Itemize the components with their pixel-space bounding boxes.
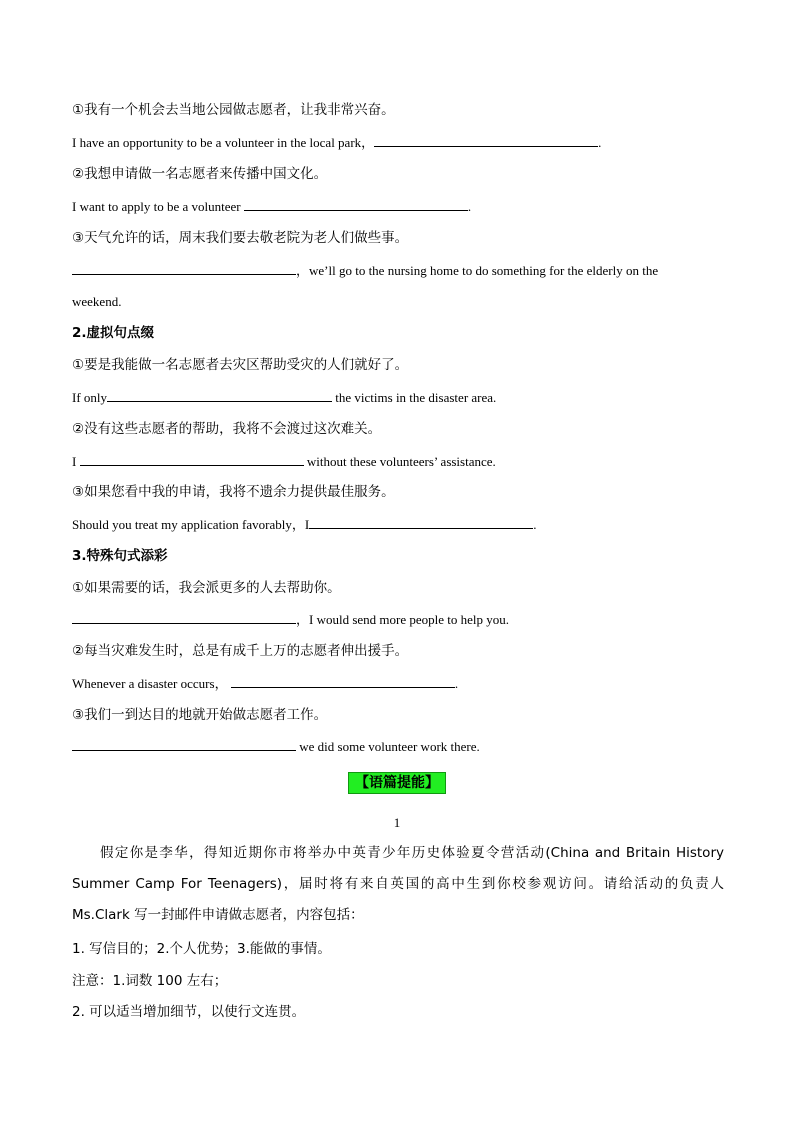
s3-q2-chinese: ②每当灾难发生时，总是有成千上万的志愿者伸出援手。 [72,643,409,659]
s3-q3-english [72,738,732,756]
s2-q1-english [72,389,732,407]
s2-q2-chinese: ②没有这些志愿者的帮助，我将不会渡过这次难关。 [72,421,382,437]
section-3-heading: 3.特殊句式添彩 [72,548,168,564]
s1-q3-english [72,262,732,280]
s1-q1-suffix: . [598,135,602,150]
s3-q2-english [72,675,732,693]
s1-q3-suffix: ，we’ll go to the nursing home to do something for the elderly on the [296,263,659,278]
s2-q1-chinese: ①要是我能做一名志愿者去灾区帮助受灾的人们就好了。 [72,357,409,373]
answer-blank[interactable] [244,198,468,211]
task-note-2: 2. 可以适当增加细节，以使行文连贯。 [72,1004,306,1020]
answer-blank[interactable] [80,453,304,466]
s1-q2-prefix: I want to apply to be a volunteer [72,199,241,214]
s2-q3-english [72,516,732,534]
answer-blank[interactable] [72,611,296,624]
answer-blank[interactable] [231,675,455,688]
answer-blank[interactable] [72,262,296,275]
s3-q2-suffix: . [454,676,459,691]
s2-q3-prefix: Should you treat my application favorably，I [72,517,310,532]
s3-q1-chinese: ①如果需要的话，我会派更多的人去帮助你。 [72,580,341,596]
s2-q2-prefix: I [72,454,77,469]
s1-q3-continuation: weekend. [72,294,122,309]
s2-q2-suffix: without these volunteers’ assistance. [306,454,496,469]
s2-q3-suffix: . [533,517,537,532]
section-banner: 【语篇提能】 [348,772,446,794]
s1-q3-chinese: ③天气允许的话，周末我们要去敬老院为老人们做些事。 [72,230,409,246]
task-points: 1. 写信目的；2.个人优势；3.能做的事情。 [72,941,331,957]
s3-q3-suffix: we did some volunteer work there. [299,739,480,754]
s1-q2-suffix: . [467,199,472,214]
s1-q1-prefix: I have an opportunity to be a volunteer in the local park， [72,135,375,150]
s2-q1-prefix: If only [72,390,108,405]
answer-blank[interactable] [309,516,533,529]
s3-q2-prefix: Whenever a disaster occurs， [72,676,228,691]
s3-q1-english [72,611,732,629]
s3-q1-suffix: ，I would send more people to help you. [296,612,510,627]
task-paragraph: 假定你是李华，得知近期你市将举办中英青少年历史体验夏令营活动(China and Britain History Summer Camp For Teenagers)，届时将有来自英国的高中生到你校参观访问。请给活动的负责人 Ms.Clark 写一封邮件申请做志愿者，内容包括： [72,845,724,923]
page-number: 1 [393,815,401,830]
answer-blank[interactable] [72,738,296,751]
s2-q3-chinese: ③如果您看中我的申请，我将不遗余力提供最佳服务。 [72,484,395,500]
s2-q2-english [72,453,732,471]
s1-q2-english [72,198,732,216]
s1-q2-chinese: ②我想申请做一名志愿者来传播中国文化。 [72,166,328,182]
s1-q1-chinese: ①我有一个机会去当地公园做志愿者，让我非常兴奋。 [72,102,395,118]
section-2-heading: 2.虚拟句点缀 [72,325,155,341]
s2-q1-suffix: the victims in the disaster area. [335,390,497,405]
answer-blank[interactable] [374,134,598,147]
s1-q1-english [72,134,732,152]
task-note-1: 注意：1.词数 100 左右； [72,973,228,989]
answer-blank[interactable] [107,389,332,402]
s3-q3-chinese: ③我们一到达目的地就开始做志愿者工作。 [72,707,328,723]
